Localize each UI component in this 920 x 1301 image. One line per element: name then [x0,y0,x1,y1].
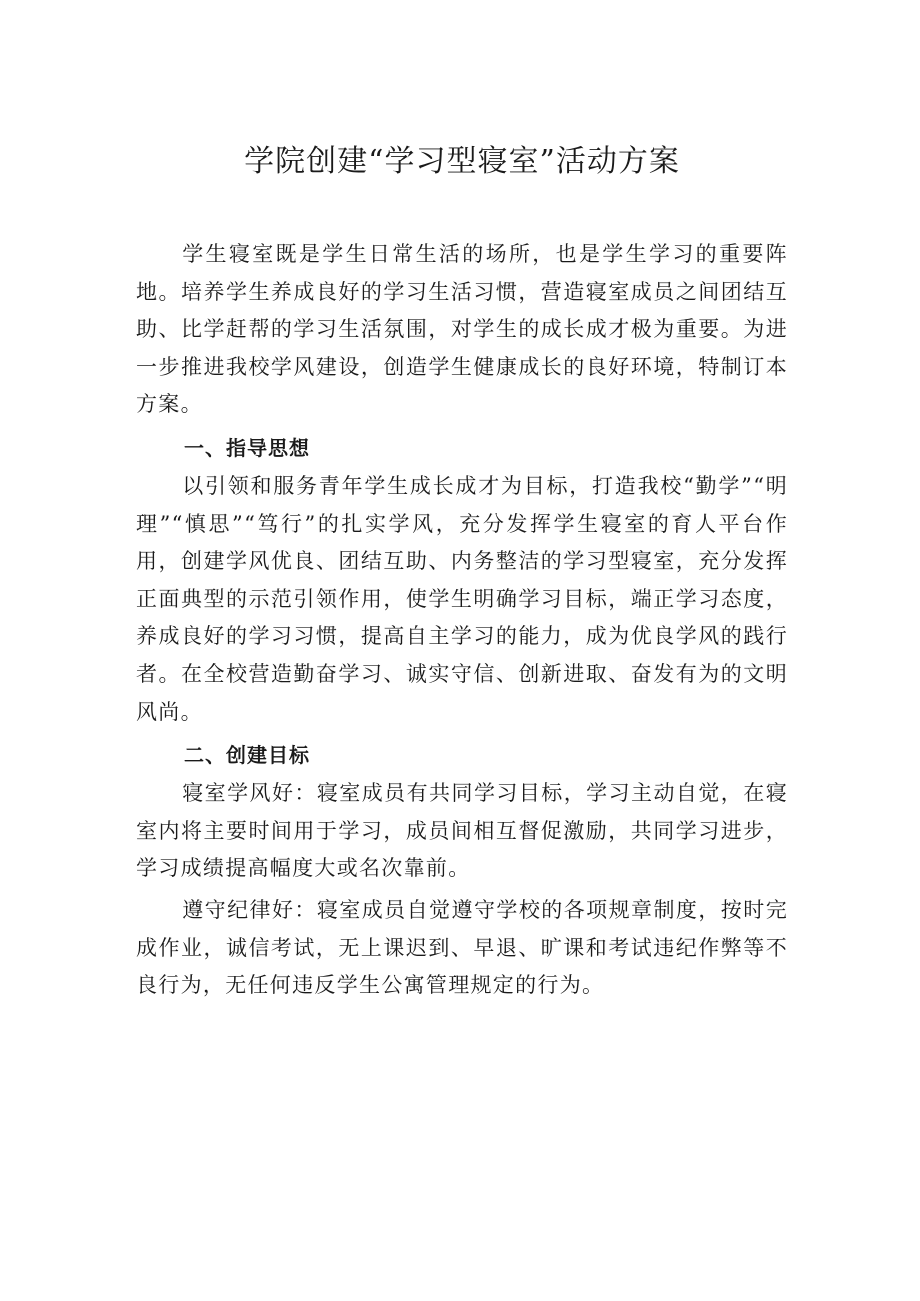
goal-study-paragraph: 寝室学风好：寝室成员有共同学习目标，学习主动自觉，在寝室内将主要时间用于学习，成员间相互督促激励，共同学习进步，学习成绩提高幅度大或名次靠前。 [136,781,788,881]
intro-paragraph: 学生寝室既是学生日常生活的场所，也是学生学习的重要阵地。培养学生养成良好的学习生活习惯，营造寝室成员之间团结互助、比学赶帮的学习生活氛围，对学生的成长成才极为重要。为进一步推进我校学风建设，创造学生健康成长的良好环境，特制订本方案。 [136,242,788,417]
goal-discipline-paragraph: 遵守纪律好：寝室成员自觉遵守学校的各项规章制度，按时完成作业，诚信考试，无上课迟到、早退、旷课和考试违纪作弊等不良行为，无任何违反学生公寓管理规定的行为。 [136,897,788,998]
document-title: 学院创建“学习型寝室”活动方案 [244,144,680,179]
section-heading-guiding-thought: 一、指导思想 [184,435,310,460]
guiding-thought-paragraph: 以引领和服务青年学生成长成才为目标，打造我校“勤学”“明理”“慎思”“笃行”的扎实学风，充分发挥学生寝室的育人平台作用，创建学风优良、团结互助、内务整洁的学习型寝室，充分发挥正面典型的示范引领作用，使学生明确学习目标，端正学习态度，养成良好的学习习惯，提高自主学习的能力，成为优良学风的践行者。在全校营造勤奋学习、诚实守信、创新进取、奋发有为的文明风尚。 [136,473,788,724]
document-page [136,140,788,1005]
section-heading-goals: 二、创建目标 [184,743,310,768]
